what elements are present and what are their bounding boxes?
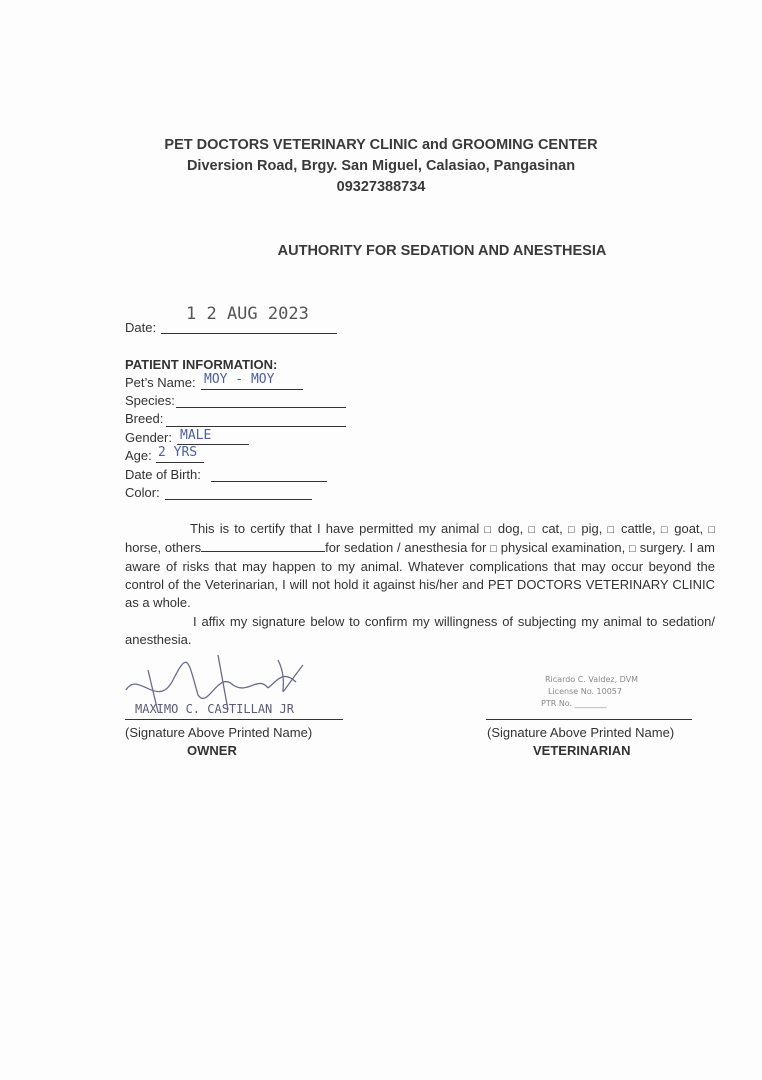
option-horse-label: horse, others	[125, 540, 202, 555]
owner-signature-label: (Signature Above Printed Name)	[125, 725, 313, 740]
affix-text: I affix my signature below to confirm my willingness of subjecting my animal to sedation/ anesthesia.	[125, 614, 715, 647]
species-label: Species:	[125, 393, 175, 408]
vet-stamp-ptr: PTR No. ________	[541, 699, 607, 708]
risk-acknowledgement-text: I am aware of risks that may happen to my animal. Whatever complications that may occur beyond the control of the Veterinarian, I will not hold it against his/her and PET DOCTORS VETERINARY CLINIC as a whole.	[125, 540, 715, 610]
date-underline	[161, 333, 337, 334]
certify-text: This is to certify that I have permitted my animal	[190, 521, 480, 536]
age-underline	[156, 462, 204, 463]
pets-name-underline	[201, 389, 303, 390]
others-field[interactable]	[201, 539, 325, 552]
option-pig-label: pig,	[581, 521, 603, 536]
checkbox-cat[interactable]: □	[528, 524, 537, 536]
option-dog-label: dog,	[497, 521, 524, 536]
color-label: Color:	[125, 485, 160, 500]
checkbox-pig[interactable]: □	[567, 524, 577, 536]
gender-value[interactable]: MALE	[180, 428, 212, 443]
vet-stamp-license: License No. 10057	[548, 687, 622, 696]
checkbox-physical-exam[interactable]: □	[490, 543, 497, 555]
checkbox-cattle[interactable]: □	[607, 524, 616, 536]
option-cattle-label: cattle,	[620, 521, 656, 536]
dob-field[interactable]	[211, 481, 327, 482]
patient-info-heading: PATIENT INFORMATION:	[125, 357, 278, 372]
breed-field[interactable]	[166, 426, 346, 427]
pets-name-label: Pet’s Name:	[125, 375, 196, 390]
color-field[interactable]	[165, 499, 312, 500]
species-field[interactable]	[176, 407, 346, 408]
checkbox-surgery[interactable]: □	[629, 543, 636, 555]
checkbox-goat[interactable]: □	[660, 524, 670, 536]
affix-signature-paragraph	[125, 613, 715, 649]
checkbox-horse[interactable]: □	[708, 524, 715, 536]
form-title: AUTHORITY FOR SEDATION AND ANESTHESIA	[277, 243, 607, 259]
clinic-address: Diversion Road, Brgy. San Miguel, Calasiao, Pangasinan	[186, 158, 576, 174]
dob-label: Date of Birth:	[125, 467, 201, 482]
vet-signature-line[interactable]	[486, 719, 692, 720]
clinic-phone: 09327388734	[336, 179, 426, 195]
owner-printed-name: MAXIMO C. CASTILLAN JR	[135, 702, 294, 716]
checkbox-dog[interactable]: □	[484, 524, 493, 536]
option-goat-label: goat,	[674, 521, 704, 536]
gender-label: Gender:	[125, 430, 172, 445]
age-value[interactable]: 2 YRS	[158, 445, 198, 460]
vet-stamp-name: Ricardo C. Valdez, DVM	[545, 675, 639, 684]
sedation-for-text: for sedation / anesthesia for	[325, 540, 487, 555]
age-label: Age:	[125, 448, 152, 463]
clinic-name: PET DOCTORS VETERINARY CLINIC and GROOMING CENTER	[164, 137, 598, 153]
pets-name-value[interactable]: MOY - MOY	[204, 372, 275, 387]
option-surgery-label: surgery.	[639, 540, 686, 555]
owner-role: OWNER	[187, 743, 237, 758]
vet-role: VETERINARIAN	[533, 743, 631, 758]
vet-signature-label: (Signature Above Printed Name)	[487, 725, 675, 740]
certification-paragraph	[125, 520, 715, 612]
option-physical-exam-label: physical examination,	[500, 540, 626, 555]
date-label: Date:	[125, 320, 157, 335]
owner-signature-line[interactable]	[125, 719, 343, 720]
option-cat-label: cat,	[541, 521, 563, 536]
breed-label: Breed:	[125, 411, 164, 426]
date-value[interactable]: 1 2 AUG 2023	[186, 304, 309, 324]
